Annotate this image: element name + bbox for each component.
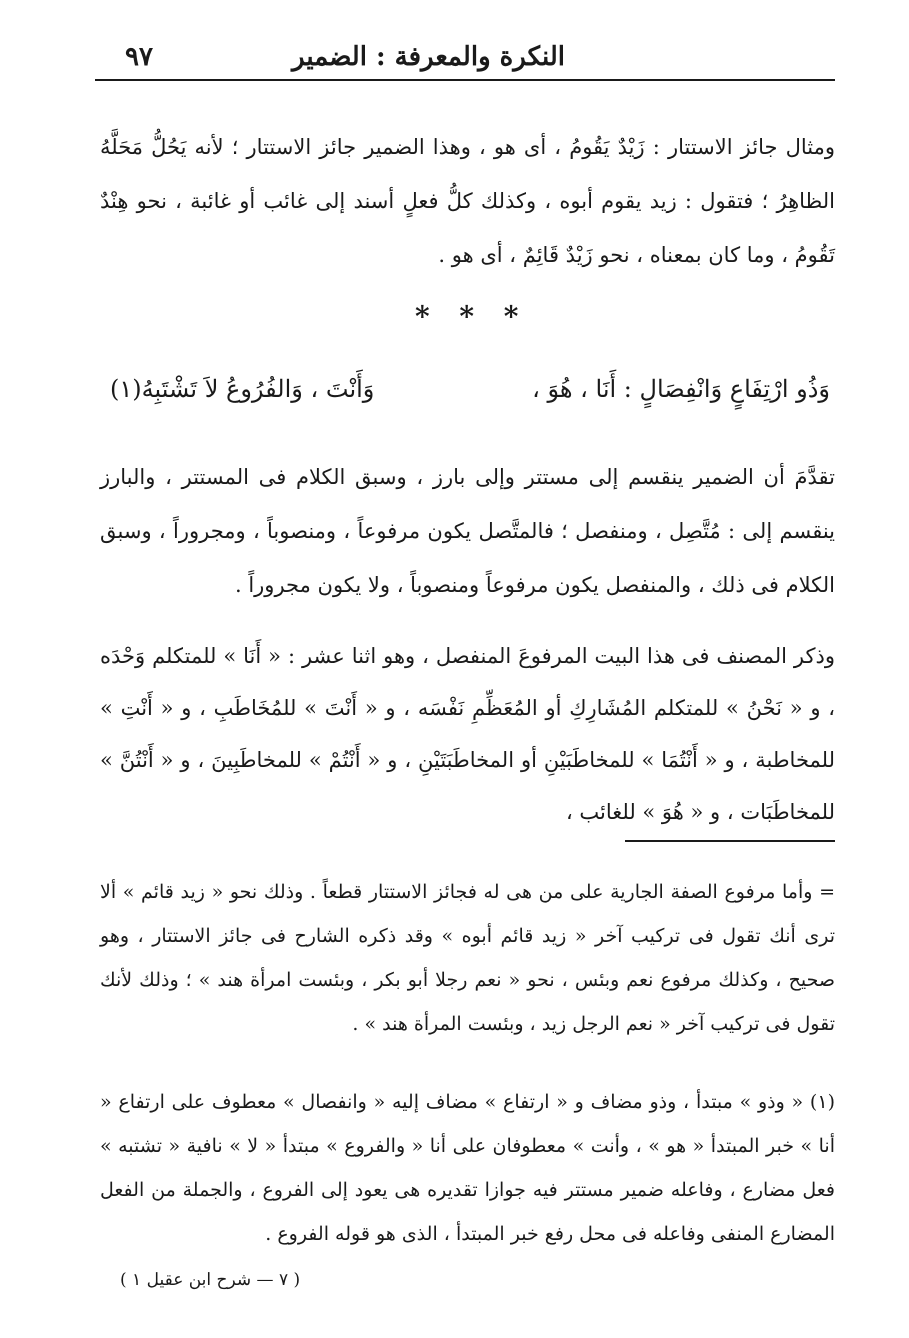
paragraph-2: تقدَّمَ أن الضمير ينقسم إلى مستتر وإلى بارز ، وسبق الكلام فى المستتر ، والبارز ينقسم إلى : مُتَّصِل ، ومنفصل ؛ فالمتَّصل يكون مرفوعاً ، ومنصوباً ، ومجروراً ، وسبق الكلام فى ذلك ، والمنفصل يكون مرفوعاً ومنصوباً ، ولا يكون مجروراً . [100,465,835,597]
running-title: النكرة والمعرفة : الضمير [292,42,565,72]
paragraph-3: وذكر المصنف فى هذا البيت المرفوعَ المنفصل ، وهو اثنا عشر : « أَنَا » للمتكلم وَحْدَه ، و « نَحْنُ » للمتكلم المُشَارِكِ أو المُعَظِّمِ نَفْسَه ، و « أَنْتَ » للمُخَاطَبِ ، و « أَنْتِ » للمخاطبة ، و « أَنْتُمَا » للمخاطَبَيْنِ أو المخاطَبَتَيْنِ ، و « أَنْتُمْ » للمخاطَبِينَ ، و « أَنْتُنَّ » للمخاطَبَات ، و « هُوَ » للغائب ، [100,644,835,824]
section-separator: * * * [415,300,529,333]
header-rule [95,79,835,81]
verse-hemistich-1: وَذُو ارْتِفَاعٍ وَانْفِصَالٍ : أَنَا ، هُوَ ، [532,375,830,403]
footnote-1: (١) « وذو » مبتدأ ، وذو مضاف و « ارتفاع » مضاف إليه « وانفصال » معطوف على ارتفاع « أنا » خبر المبتدأ « هو » ، وأنت » معطوفان على أنا « والفروع » مبتدأ « لا » نافية « تشتبه » فعل مضارع ، وفاعله ضمير مستتر فيه جوازا تقديره هى يعود إلى الفروع ، والجملة من الفعل المضارع المنفى وفاعله فى محل رفع خبر المبتدأ ، الذى هو قوله الفروع . [100,1091,835,1245]
paragraph-1: ومثال جائز الاستتار : زَيْدٌ يَقُومُ ، أى هو ، وهذا الضمير جائز الاستتار ؛ لأنه يَحُلُّ مَحَلَّهُ الظاهِرُ ؛ فتقول : زيد يقوم أبوه ، وكذلك كلُّ فعلٍ أسند إلى غائب أو غائبة ، نحو هِنْدٌ تَقُومُ ، وما كان بمعناه ، نحو زَيْدٌ قَائِمٌ ، أى هو . [100,135,835,267]
page-header [95,42,835,82]
signature-mark: ( ٧ — شرح ابن عقيل ١ ) [120,1270,301,1290]
verse-line [100,375,835,435]
page-number: ٩٧ [125,42,153,72]
footnote-continuation: = وأما مرفوع الصفة الجارية على من هى له فجائز الاستتار قطعاً . وذلك نحو « زيد قائم » ألا ترى أنك تقول فى تركيب آخر « زيد قائم أبوه » وقد ذكره الشارح فى جائز الاستتار ، وهو صحيح ، وكذلك مرفوع نعم وبئس ، نحو « نعم رجلا أبو بكر ، وبئست امرأة هند » ؛ وذلك لأنك تقول فى تركيب آخر « نعم الرجل زيد ، وبئست المرأة هند » . [100,881,835,1035]
book-page [95,20,835,1320]
footnote-rule [625,840,835,842]
verse-hemistich-2: وَأَنْتَ ، وَالفُرُوعُ لاَ تَشْتَبِهُ(١) [110,375,375,403]
